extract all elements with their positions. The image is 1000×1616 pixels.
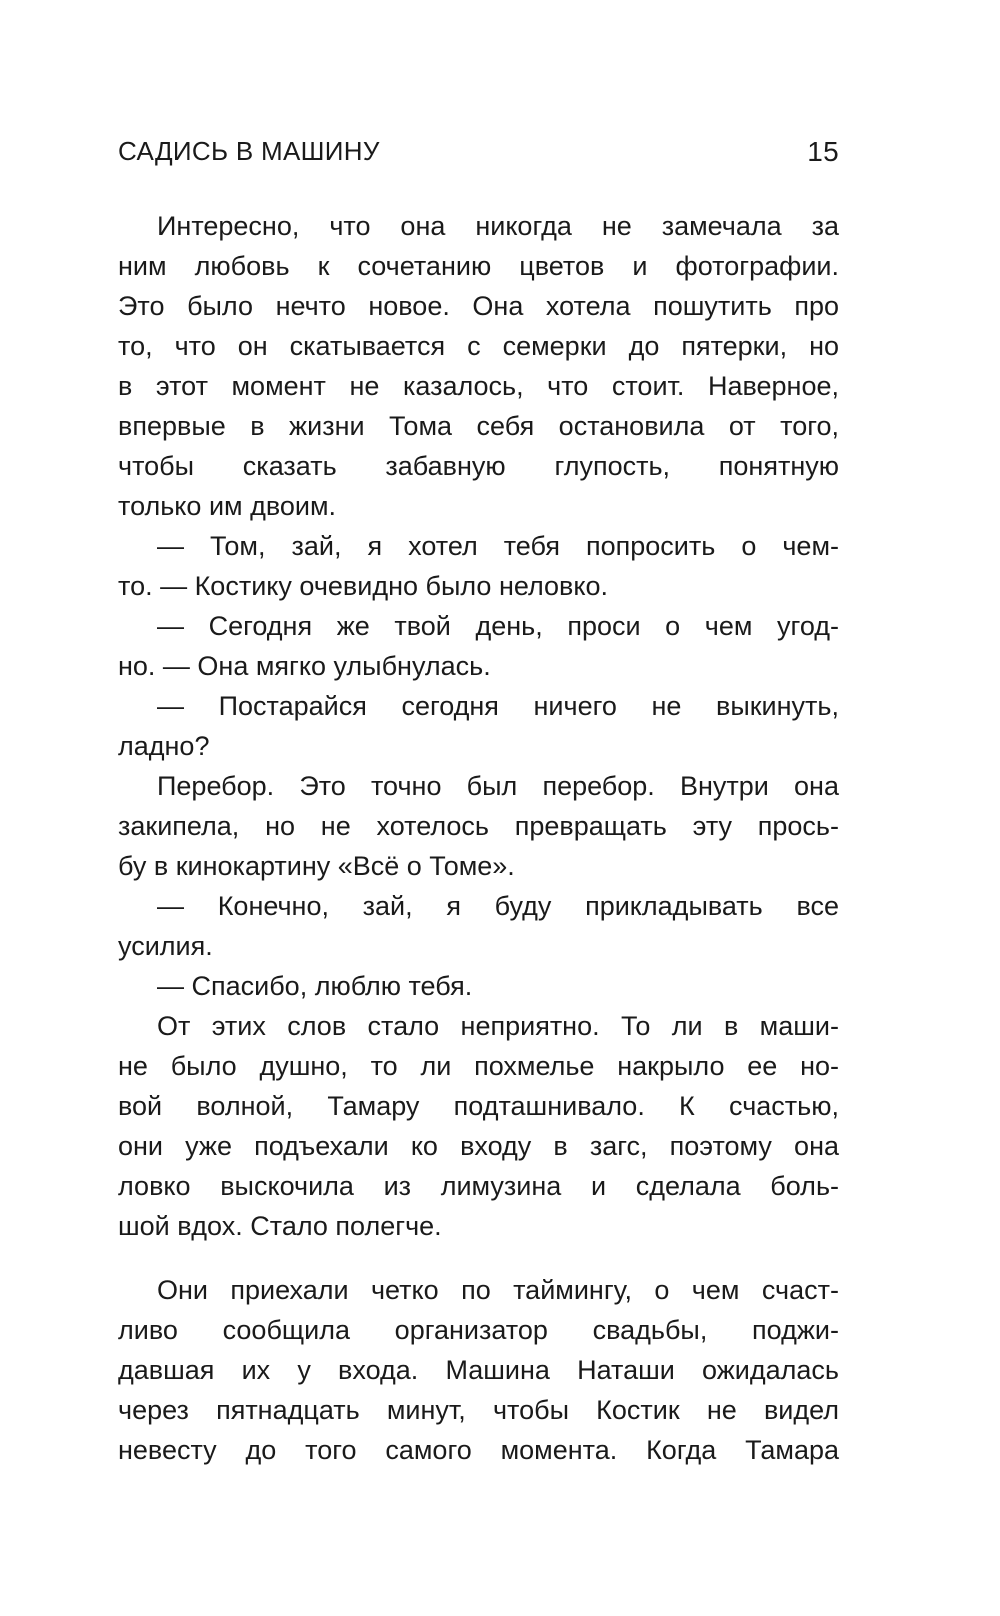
text-line: то. — Костику очевидно было неловко.: [118, 571, 609, 601]
running-header: [118, 136, 839, 176]
text-line: усилия.: [118, 931, 213, 961]
text-line: — Сегодня же твой день, проси о чем угод-: [157, 611, 839, 641]
text-line: вой волной, Тамару подташнивало. К счастью,: [118, 1091, 839, 1121]
page-number: 15: [807, 136, 839, 167]
text-line: бу в кинокартину «Всё о Томе».: [118, 851, 515, 881]
text-line: то, что он скатывается с семерки до пятерки, но: [118, 331, 839, 361]
text-block-2: [118, 1270, 839, 1470]
text-line: через пятнадцать минут, чтобы Костик не видел: [118, 1395, 839, 1425]
text-line: ним любовь к сочетанию цветов и фотографии.: [118, 251, 839, 281]
running-title: САДИСЬ В МАШИНУ: [118, 136, 380, 166]
text-line: не было душно, то ли похмелье накрыло ее но-: [118, 1051, 839, 1081]
text-line: От этих слов стало неприятно. То ли в маши-: [157, 1011, 839, 1041]
text-line: закипела, но не хотелось превращать эту прось-: [118, 811, 839, 841]
text-line: впервые в жизни Тома себя остановила от того,: [118, 411, 839, 441]
text-line: — Том, зай, я хотел тебя попросить о чем-: [157, 531, 839, 561]
text-line: шой вдох. Стало полегче.: [118, 1211, 442, 1241]
text-line: ливо сообщила организатор свадьбы, поджи-: [118, 1315, 839, 1345]
text-line: чтобы сказать забавную глупость, понятную: [118, 451, 839, 481]
text-line: — Конечно, зай, я буду прикладывать все: [157, 891, 839, 921]
text-line: — Постарайся сегодня ничего не выкинуть,: [157, 691, 839, 721]
text-line: Они приехали четко по таймингу, о чем счаст-: [157, 1275, 839, 1305]
text-line: Интересно, что она никогда не замечала за: [157, 211, 839, 241]
text-line: но. — Она мягко улыбнулась.: [118, 651, 491, 681]
text-block-1: [118, 206, 839, 1246]
text-line: давшая их у входа. Машина Наташи ожидалась: [118, 1355, 839, 1385]
text-line: — Спасибо, люблю тебя.: [157, 971, 473, 1001]
text-line: ладно?: [118, 731, 210, 761]
text-line: только им двоим.: [118, 491, 337, 521]
text-line: они уже подъехали ко входу в загс, поэтому она: [118, 1131, 839, 1161]
text-line: невесту до того самого момента. Когда Тамара: [118, 1435, 839, 1465]
text-line: Это было нечто новое. Она хотела пошутить про: [118, 291, 839, 321]
text-line: ловко выскочила из лимузина и сделала боль-: [118, 1171, 839, 1201]
text-line: Перебор. Это точно был перебор. Внутри она: [157, 771, 839, 801]
text-line: в этот момент не казалось, что стоит. Наверное,: [118, 371, 839, 401]
